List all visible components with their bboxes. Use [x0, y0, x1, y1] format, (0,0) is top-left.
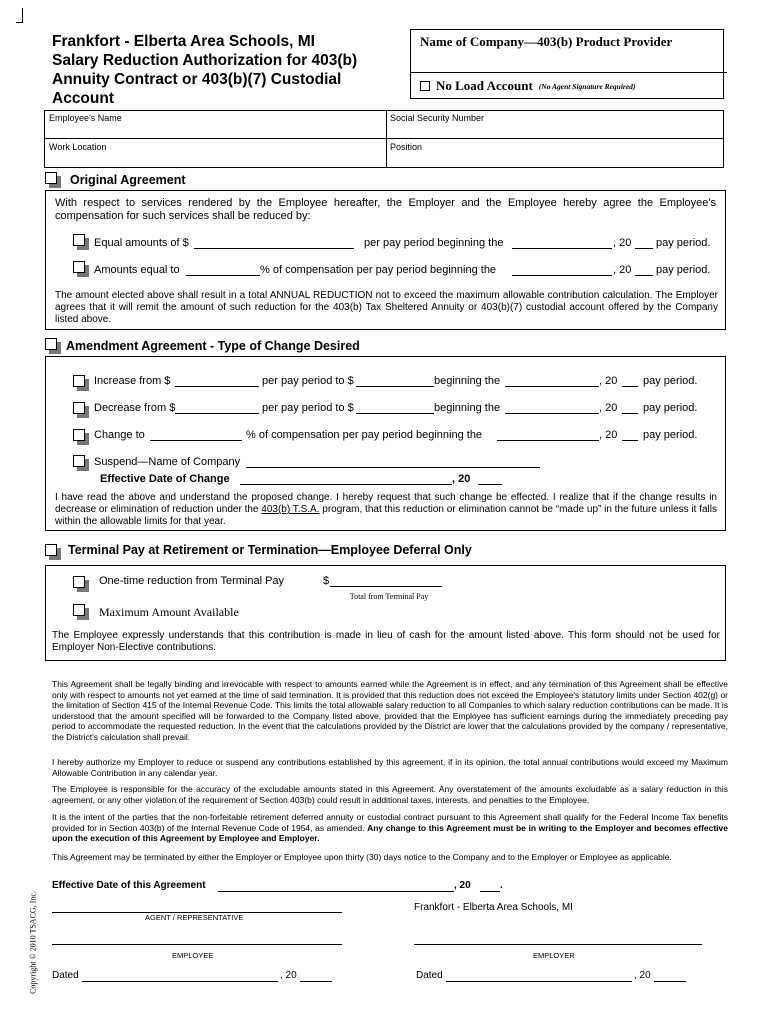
effective-change-year-line[interactable] — [478, 484, 502, 485]
ssn-field[interactable]: Social Security Number — [390, 113, 485, 123]
decrease-label-d: , 20 — [599, 402, 618, 414]
decrease-from-line[interactable] — [175, 413, 259, 414]
employee-label: EMPLOYEE — [172, 951, 214, 960]
opt2-percent-line[interactable] — [186, 275, 260, 276]
dated-year-line-2[interactable] — [654, 981, 686, 982]
opt1-label-b: per pay period beginning the — [364, 237, 504, 249]
dated-year-line-1[interactable] — [300, 981, 332, 982]
opt2-label-a: Amounts equal to — [94, 264, 180, 276]
decrease-year-line[interactable] — [622, 413, 638, 414]
legal-p4-text: It is the intent of the parties that the non-forfeitable retirement deferred annuity or custodial contract pursuant to this Agreement shall qualify for the Federal Income Tax benefits provided for in Section 403(b) of the Internal Revenue Code of 1954, as amended. — [52, 812, 728, 833]
terminal-amount-line[interactable] — [330, 586, 442, 587]
opt1-label-a: Equal amounts of $ — [94, 237, 189, 249]
opt2-label-d: pay period. — [656, 264, 711, 276]
form-title — [52, 32, 407, 108]
dated-20-2: , 20 — [634, 970, 651, 981]
corner-mark — [22, 8, 23, 22]
legal-paragraph-5: This Agreement may be terminated by either the Employer or Employee upon thirty (30) days notice to the Company and to the Employer or Employee as applicable. — [52, 852, 672, 862]
decrease-label-c: beginning the — [434, 402, 501, 414]
copyright-notice: Copyright © 2010 TSACG, Inc. — [28, 891, 38, 994]
provider-label: Name of Company—403(b) Product Provider — [420, 34, 673, 49]
max-amount-checkbox[interactable] — [73, 604, 85, 616]
increase-label-e: pay period. — [643, 375, 698, 387]
effective-agreement-label: Effective Date of this Agreement — [52, 880, 206, 891]
opt2-year-line[interactable] — [635, 275, 653, 276]
increase-to-line[interactable] — [356, 386, 434, 387]
increase-begin-line[interactable] — [505, 386, 599, 387]
opt2-label-c: , 20 — [613, 264, 632, 276]
decrease-label-e: pay period. — [643, 402, 698, 414]
opt1-begin-line[interactable] — [512, 248, 612, 249]
amendment-footer — [55, 492, 717, 528]
terminal-amount-label: Total from Terminal Pay — [349, 592, 429, 601]
decrease-label-a: Decrease from $ — [94, 402, 176, 414]
change-checkbox[interactable] — [73, 429, 85, 441]
change-percent-line[interactable] — [150, 440, 242, 441]
effective-change-label: Effective Date of Change — [100, 473, 230, 485]
legal-paragraph-1: This Agreement shall be legally binding and irrevocable with respect to amounts earned while the Agreement is in effect, and any termination of this Agreement shall be effective only with respect to amounts not yet earned at the time of said termination. It is provided that this reduction does not exceed the Employee's statutory limits under Section 402(g) or the limitation of Section 415 of the Internal Revenue Code. This limits the total allowable salary reduction to all Companies to which salary reduction contributions can be made. It is understood that the amount specified will be forwarded to the Company listed above, provided that the Employee has sufficient earnings during the immediately preceding pay period to accommodate the requested reduction. In the event that the calculations provided by the District are lower that the calculations provided by the company / representative, the District's calculation shall prevail. — [52, 679, 728, 742]
equal-amount-line[interactable] — [194, 248, 354, 249]
amendment-footer-text-b: program, that this reduction or elimination cannot be “made up” in the future unless it falls within the allowable limits for that year. — [55, 504, 717, 527]
original-agreement-title: Original Agreement — [70, 173, 186, 187]
legal-paragraph-4 — [52, 812, 728, 844]
legal-paragraph-2: I hereby authorize my Employer to reduce or suspend any contributions established by this agreement, if in its opinion, the total annual contributions would exceed my Maximum Allowable Contribution in any calendar year. — [52, 757, 728, 778]
original-footer: The amount elected above shall result in a total ANNUAL REDUCTION not to exceed the maximum allowable contribution calculation. The Employer agrees that it will remit the amount of such reduction for the 403(b) Tax Sheltered Annuity or 403(b)(7) custodial account offered by the Company listed above. — [55, 290, 718, 325]
employee-signature-line[interactable] — [52, 944, 342, 945]
change-label-a: Change to — [94, 429, 145, 441]
provider-divider — [410, 72, 726, 73]
work-location-field[interactable]: Work Location — [49, 142, 107, 152]
opt1-label-d: pay period. — [656, 237, 711, 249]
employee-info-box — [44, 110, 724, 168]
dated-line-2[interactable] — [446, 981, 632, 982]
tsa-link[interactable]: 403(b) T.S.A. — [261, 504, 320, 515]
dated-label-1: Dated — [52, 970, 79, 981]
dated-label-2: Dated — [416, 970, 443, 981]
effective-agreement-20: , 20 — [454, 880, 471, 891]
increase-label-c: beginning the — [434, 375, 501, 387]
decrease-to-line[interactable] — [356, 413, 434, 414]
max-amount-label: Maximum Amount Available — [99, 605, 239, 619]
effective-change-line[interactable] — [240, 484, 452, 485]
decrease-checkbox[interactable] — [73, 402, 85, 414]
employee-name-field[interactable]: Employee's Name — [49, 113, 122, 123]
title-line-1: Frankfort - Elberta Area Schools, MI — [52, 33, 315, 50]
amendment-footer-text-a: I have read the above and understand the proposed change. I hereby request that such change be effected. I realize that if the change results in decrease or elimination of reduction under the — [55, 492, 717, 515]
amounts-equal-checkbox[interactable] — [73, 261, 85, 273]
onetime-label: One-time reduction from Terminal Pay — [99, 575, 285, 587]
decrease-begin-line[interactable] — [505, 413, 599, 414]
title-line-3: Annuity Contract or 403(b)(7) Custodial Account — [52, 71, 342, 107]
suspend-checkbox[interactable] — [73, 455, 85, 467]
change-label-b: % of compensation per pay period beginning the — [246, 429, 483, 441]
provider-tick — [724, 72, 727, 73]
agent-label: AGENT / REPRESENTATIVE — [145, 913, 244, 922]
employer-label: EMPLOYER — [533, 951, 575, 960]
no-load-label: No Load Account — [436, 78, 533, 93]
opt1-label-c: , 20 — [613, 237, 632, 249]
change-year-line[interactable] — [622, 440, 638, 441]
effective-change-20: , 20 — [452, 473, 471, 485]
corner-mark-foot — [16, 22, 23, 23]
opt2-label-b: % of compensation per pay period beginning the — [260, 264, 497, 276]
no-load-checkbox[interactable] — [420, 81, 430, 91]
increase-from-line[interactable] — [175, 386, 259, 387]
suspend-company-line[interactable] — [246, 467, 540, 468]
no-load-row — [420, 78, 635, 94]
opt1-year-line[interactable] — [635, 248, 653, 249]
title-line-2: Salary Reduction Authorization for 403(b) — [52, 52, 358, 69]
terminal-pay-checkbox[interactable] — [45, 544, 57, 556]
employer-signature-line[interactable] — [414, 944, 702, 945]
info-row-divider — [44, 138, 724, 139]
change-label-c: , 20 — [599, 429, 618, 441]
suspend-label: Suspend—Name of Company — [94, 456, 241, 468]
legal-p4-bold: Any change to this Agreement must be in writing to the Employer and becomes effective upon the execution of this Agreement by Employee and Employer. — [52, 822, 729, 844]
onetime-checkbox[interactable] — [73, 576, 85, 588]
change-label-d: pay period. — [643, 429, 698, 441]
terminal-pay-title: Terminal Pay at Retirement or Termination—Employee Deferral Only — [68, 543, 472, 557]
original-intro: With respect to services rendered by the Employee hereafter, the Employer and the Employee hereby agree the Employee's compensation for such services shall be reduced by: — [55, 197, 716, 222]
increase-label-a: Increase from $ — [94, 375, 171, 387]
no-load-note: (No Agent Signature Required) — [538, 81, 636, 91]
opt2-begin-line[interactable] — [512, 275, 612, 276]
effective-agreement-year-line[interactable] — [480, 891, 500, 892]
dated-20-1: , 20 — [280, 970, 297, 981]
effective-agreement-line[interactable] — [218, 891, 454, 892]
increase-year-line[interactable] — [622, 386, 638, 387]
original-agreement-checkbox[interactable] — [45, 172, 57, 184]
amendment-checkbox[interactable] — [45, 338, 57, 350]
info-col-divider — [386, 110, 387, 168]
position-field[interactable]: Position — [390, 142, 423, 152]
onetime-dollar: $ — [323, 575, 330, 587]
change-begin-line[interactable] — [497, 440, 599, 441]
increase-label-b: per pay period to $ — [262, 375, 354, 387]
dated-line-1[interactable] — [82, 981, 278, 982]
terminal-footer: The Employee expressly understands that this contribution is made in lieu of cash for the amount listed above. This form should not be used for Employer Non-Elective contributions. — [52, 630, 720, 653]
equal-amounts-checkbox[interactable] — [73, 234, 85, 246]
amendment-title: Amendment Agreement - Type of Change Desired — [66, 339, 360, 353]
legal-paragraph-3: The Employee is responsible for the accuracy of the excludable amounts stated in this Agreement. Any overstatement of the amounts excludable as a salary reduction in this agreement, or any other violation of the requirement of Section 403(b) could result in additional taxes, interests, and penalties to the Employee. — [52, 784, 728, 805]
decrease-label-b: per pay period to $ — [262, 402, 354, 414]
effective-agreement-dot: . — [500, 880, 503, 891]
increase-label-d: , 20 — [599, 375, 618, 387]
school-name: Frankfort - Elberta Area Schools, MI — [414, 902, 573, 913]
increase-checkbox[interactable] — [73, 375, 85, 387]
